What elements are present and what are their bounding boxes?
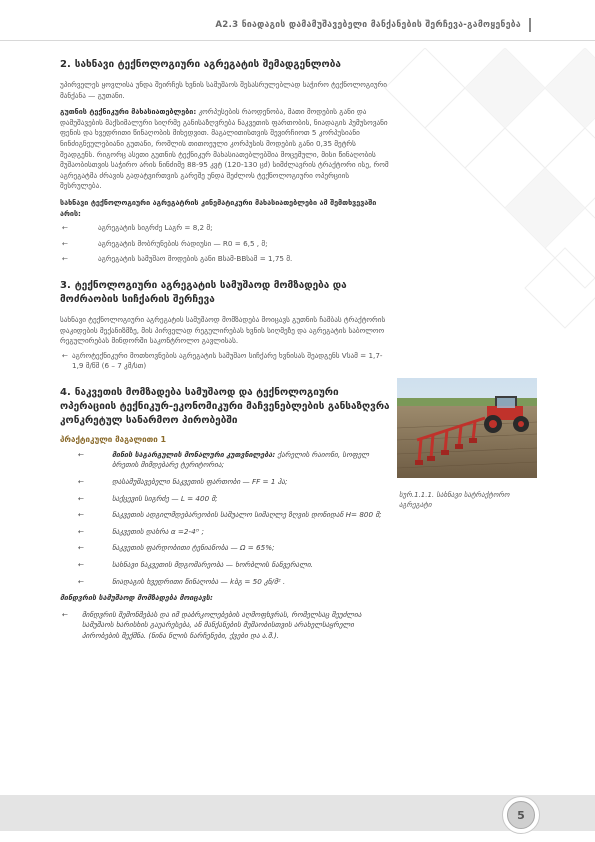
section-3-text: სახნავი ტექნოლოგიური აგრეგატის სამუშაოდ მომზადება მოიცავს გუთნის ჩამბას ტრაქტორის დაკიდების მექანიზმზე, მის პირველად რეგულირებას ხვნის სიღმეზე და აგრეგატის საბოლოო რეგულირებას მინდორში საკონტროლო გავლისას. bbox=[60, 314, 386, 346]
tractor-plough-photo bbox=[397, 378, 537, 478]
list-item bbox=[60, 494, 390, 505]
page-header bbox=[0, 14, 595, 36]
arrow-left-icon: ← bbox=[78, 493, 85, 503]
list-item-text: ნაკვეთის ადგილმდებარეობის საშუალო სიმაღლე ზღვის დონიდან H= 800 მ; bbox=[112, 510, 382, 520]
list-item bbox=[60, 223, 390, 234]
arrow-left-icon: ← bbox=[78, 576, 85, 586]
arrow-left-icon: ← bbox=[78, 477, 85, 487]
section-3-list bbox=[60, 351, 390, 372]
arrow-left-icon: ← bbox=[62, 350, 69, 360]
arrow-left-icon: ← bbox=[78, 543, 85, 553]
list-item-text: ნაკვეთის დახრა α =2-4ᴼ ; bbox=[112, 526, 204, 536]
kinematic-list bbox=[60, 223, 390, 265]
arrow-left-icon: ← bbox=[78, 449, 85, 459]
figure-caption: სურ.1.1.1. სახნავი სატრაქტორო აგრეგატი bbox=[399, 491, 510, 509]
list-item bbox=[60, 239, 390, 250]
tech-label: გუთნის ტექნიკური მახასიათებლები: bbox=[60, 107, 197, 117]
section-title: ნაკვეთის მომზადება სამუშაოდ და ტექნოლოგიური ოპერაციის ტექნიკურ-ეკონომიკური მაჩვენებლების განსაზღვრა კონკრეტულ სანარმოო პირობებში bbox=[60, 386, 390, 426]
arrow-left-icon: ← bbox=[62, 238, 69, 248]
page-number-badge bbox=[502, 796, 540, 834]
arrow-left-icon: ← bbox=[62, 254, 69, 264]
list-item bbox=[60, 450, 390, 471]
list-item-text: მინდვრის შემონმებას და იმ დაბრკოლებების აღმოფხვრას, რომელსაც შეუძლია სამუშაოს ხარისხის გაუარესება, ან მანქანების მუშაობისთვის არახელსაყრელი პირობების შექმნა. (ნინა ნლის ნარჩენები, ქვები და ა.შ.). bbox=[82, 609, 362, 640]
arrow-left-icon: ← bbox=[62, 609, 69, 619]
list-item bbox=[60, 527, 390, 538]
section-2-tech-paragraph bbox=[60, 107, 390, 192]
list-item bbox=[60, 610, 390, 642]
list-item-text: ნიადაგის ხვედრითი წინაღობა — kბგ = 50 კნ/მ² . bbox=[112, 576, 286, 586]
list-item-text: ნაკვეთის ფარდობითი ტენიანობა — Ω = 65%; bbox=[112, 543, 275, 553]
list-item-text: აგრეგატის სამუშაო მოდების განი Bსამ-BBსამ = 1,75 მ. bbox=[98, 254, 293, 264]
decorative-pattern bbox=[365, 48, 595, 348]
prep-list bbox=[60, 610, 390, 642]
kinematic-title: სახნავი ტექნოლოგიური აგრეგატრის კინემატიკური მახასიათებლები ამ შემთხვევაში არის: bbox=[60, 197, 377, 218]
header-divider bbox=[0, 40, 595, 41]
list-item-text: საქცევის სიგრძე — L = 400 მ; bbox=[112, 493, 218, 503]
main-content bbox=[60, 58, 390, 642]
section-title: ტექნოლოგიური აგრეგატის სამუშაოდ მომზადება და მოძრაობის სიჩქარის შერჩევა bbox=[60, 279, 347, 305]
list-item bbox=[60, 254, 390, 265]
list-item bbox=[60, 577, 390, 588]
example-title: პრაქტიკული მაგალითი 1 bbox=[60, 434, 167, 444]
list-item bbox=[60, 351, 390, 372]
section-title: სახნავი ტექნოლოგიური აგრეგატის შემადგენლობა bbox=[74, 59, 341, 70]
page-number: 5 bbox=[507, 801, 535, 829]
figure bbox=[397, 378, 537, 510]
example-list bbox=[60, 450, 390, 587]
list-item bbox=[60, 510, 390, 521]
list-item bbox=[60, 543, 390, 554]
prep-title: მინდვრის სამუშაოდ მომზადება მოიცავს: bbox=[60, 593, 213, 603]
list-item-text: აგრეგატის მობრუნების რადიუსი — R0 = 6,5 , მ; bbox=[98, 238, 268, 248]
list-item bbox=[60, 477, 390, 488]
list-item-text: აგროტექნიკური მოთხოვნების აგრეგატის სამუშაო სიჩქარე ხვნისას შეადგენს Vსამ = 1,7-1,9 მ/წმ (6 – 7 კმ/სთ) bbox=[72, 350, 383, 371]
section-number: 3. bbox=[60, 279, 71, 291]
list-item bbox=[60, 560, 390, 571]
section-2-heading bbox=[60, 58, 390, 72]
section-3-heading bbox=[60, 279, 390, 307]
section-2-intro: უპირველეს ყოვლისა უნდა შეირჩეს ხვნის სამუშაოს შესასრულებლად საჭირო ტექნოლოგიური მანქანა — გუთანი. bbox=[60, 80, 387, 100]
section-number: 4. bbox=[60, 386, 71, 398]
header-title: A2.3 ნიადაგის დამამუშავებელი მანქანების შერჩევა-გამოყენება bbox=[215, 18, 531, 32]
list-item-text: დასამუშავებელი ნაკვეთის ფართობი — FF = 1 ჰა; bbox=[112, 477, 288, 487]
list-item-text: სახნავი ნაკვეთის მდგომარეობა — ხორბლის ნანვერალი. bbox=[112, 560, 313, 570]
arrow-left-icon: ← bbox=[78, 510, 85, 520]
list-item-label: მინის საგარგულის მონალური კუთვნილება: bbox=[112, 449, 276, 459]
list-item-text: ქარელის რაიონი, სოფელ ბრეთის მიმდებარე ტერიტორია; bbox=[112, 449, 370, 470]
tech-text: კორპუსების რაოდენობა, მათი მოდების განი და დამუშავების მაქსიმალური სიღრმე განისაზღვრება ნაკვეთის ფართობის, ნიადაგის ჰუმუსოვანი ფენის და ხვედრითი წინაღობის მიხედვით. მაგალითისთვის შევირჩიოთ 5 კორპუსიანი ნინძიგნეულებიანი გუთანი, რომლის თითოეული კორპუსის მოდების განი 0,35 მეტრს შეადგენს. რიგორც ასეთი გუთნის ტექნიკურ მახასიათებლებშია მოცემული, მისი წინაღობის მუშაობისთვის საჭირო არის ნინძიმე 88-95 კვტ (120-130 ცძ) სიმძლავრის ტრაქტორი ისე, რომ აგრეგატმა ძრავის გადატვირთვის გარეშე უნდა შეძლოს ტექნოლოგიური ოპერციის შესრულება. bbox=[60, 107, 389, 191]
arrow-left-icon: ← bbox=[78, 560, 85, 570]
arrow-left-icon: ← bbox=[78, 526, 85, 536]
list-item-text: აგრეგატის სიგრძე Lაგრ = 8,2 მ; bbox=[98, 223, 213, 233]
section-number: 2. bbox=[60, 59, 71, 70]
section-4-heading bbox=[60, 386, 390, 428]
arrow-left-icon: ← bbox=[62, 223, 69, 233]
